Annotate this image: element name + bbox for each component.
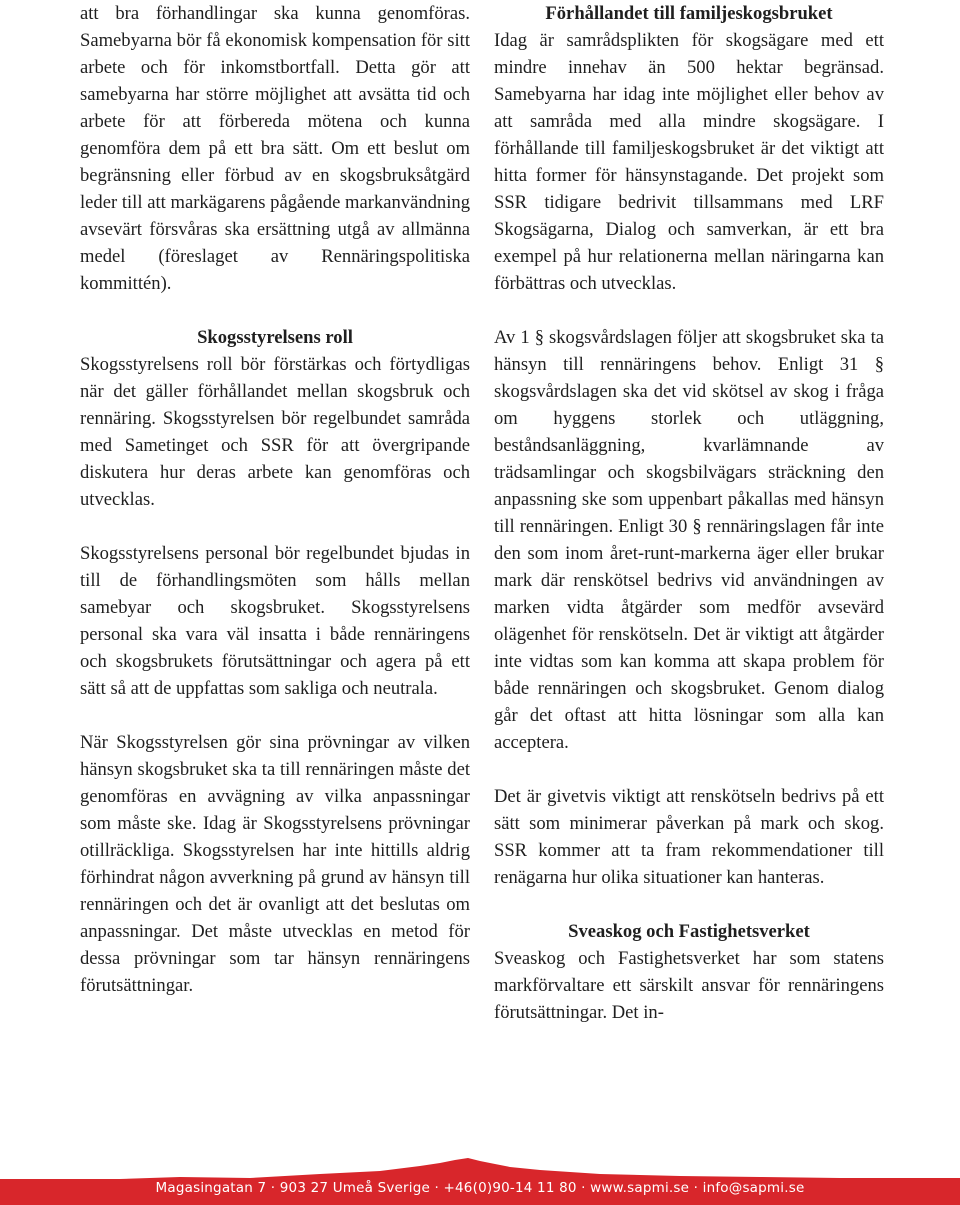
- right-paragraph-2: Av 1 § skogsvårdslagen följer att skogsbruket ska ta hänsyn till rennäringens behov. Enligt 31 § skogsvårdslagen ska det vid skötsel av skog i fråga om hyggens storlek och utläggning, beståndsanläggning, kvarlämnande av trädsamlingar och skogsbilvägars sträckning den anpassning ske som uppenbart påkallas med hänsyn till rennäringen. Enligt 30 § rennäringslagen får inte den som inom året-runt-markerna äger eller brukar mark där renskötsel bedrivs vid användningen av marken vidta åtgärder som medför avsevärd olägenhet för renskötseln. Det är viktigt att åtgärder inte vidtas som kan komma att skapa problem för både rennäringen och skogsbruket. Genom dialog går det oftast att hitta lösningar som alla kan acceptera.: [494, 327, 884, 753]
- right-paragraph-4: Sveaskog och Fastighetsverket har som statens markförvaltare ett särskilt ansvar för rennäringens förutsättningar. Det in-: [494, 948, 884, 1023]
- left-column: [80, 0, 470, 999]
- footer-bar: [0, 1157, 960, 1205]
- heading-sveaskog: Sveaskog och Fastighetsverket: [568, 921, 810, 942]
- heading-skogsstyrelsens-roll: Skogsstyrelsens roll: [197, 327, 353, 348]
- footer-contact-text: Magasingatan 7 · 903 27 Umeå Sverige · +46(0)90-14 11 80 · www.sapmi.se · info@sapmi.se: [155, 1180, 805, 1196]
- right-paragraph-1: Idag är samrådsplikten för skogsägare med ett mindre innehav än 500 hektar begränsad. Samebyarna har idag inte möjlighet eller behov av att samråda med alla mindre skogsägare. I förhållande till familjeskogsbruket är det viktigt att hitta former för hänsynstagande. Det projekt som SSR tidigare bedrivit tillsammans med LRF Skogsägarna, Dialog och samverkan, är ett bra exempel på hur relationerna mellan näringarna kan förbättras och utvecklas.: [494, 30, 884, 294]
- right-paragraph-3: Det är givetvis viktigt att renskötseln bedrivs på ett sätt som minimerar påverkan på mark och skog. SSR kommer att ta fram rekommendationer till renägarna hur olika situationer kan hanteras.: [494, 786, 884, 888]
- left-paragraph-4: När Skogsstyrelsen gör sina prövningar av vilken hänsyn skogsbruket ska ta till rennäringen måste det genomföras en avvägning av vilka anpassningar som måste ske. Idag är Skogsstyrelsens prövningar otillräckliga. Skogsstyrelsen har inte hittills aldrig förhindrat någon avverkning på grund av hänsyn till rennäringen och det är ovanligt att det beslutas om anpassningar. Det måste utvecklas en metod för dessa prövningar som tar hänsyn rennäringens förutsättningar.: [80, 732, 470, 996]
- left-paragraph-3: Skogsstyrelsens personal bör regelbundet bjudas in till de förhandlingsmöten som hålls mellan samebyar och skogsbruket. Skogsstyrelsens personal ska vara väl insatta i både rennäringens och skogsbrukets förutsättningar och agera på ett sätt så att de uppfattas som sakliga och neutrala.: [80, 543, 470, 699]
- left-paragraph-1: att bra förhandlingar ska kunna genomföras. Samebyarna bör få ekonomisk kompensation för sitt arbete och för inkomstbortfall. Detta gör att samebyarna har större möjlighet att avsätta tid och arbete för att förbereda mötena och kunna genomföra dem på ett bra sätt. Om ett beslut om begränsning eller förbud av en skogsbruksåtgärd leder till att markägarens pågående markanvändning avsevärt försvåras ska ersättning utgå av allmänna medel (föreslaget av Rennäringspolitiska kommittén).: [80, 3, 470, 294]
- heading-familjeskogsbruket: Förhållandet till familjeskogsbruket: [545, 3, 833, 24]
- right-column: [494, 0, 884, 1026]
- left-paragraph-2: Skogsstyrelsens roll bör förstärkas och förtydligas när det gäller förhållandet mellan skogsbruk och rennäring. Skogsstyrelsen bör regelbundet samråda med Sametinget och SSR för att övergripande diskutera hur deras arbete kan genomföras och utvecklas.: [80, 354, 470, 510]
